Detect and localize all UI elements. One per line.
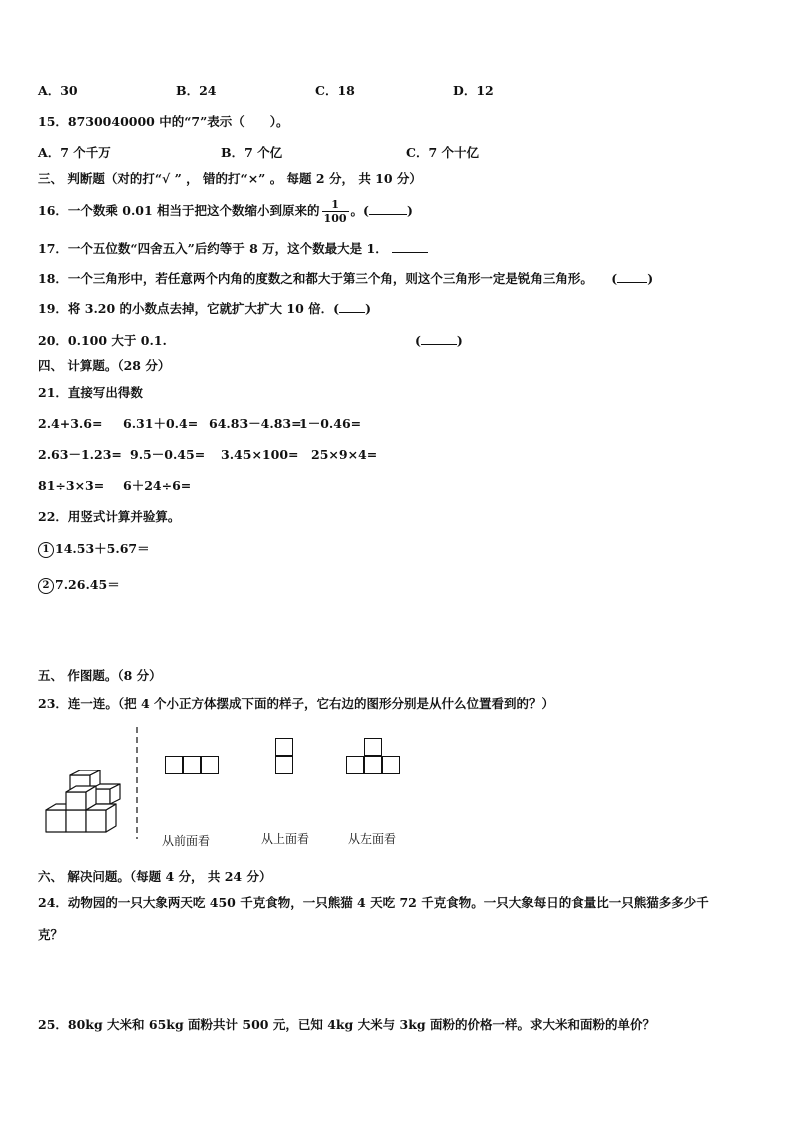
q21-item: 1－0.46= bbox=[299, 416, 362, 431]
q16-answer-blank[interactable] bbox=[369, 214, 407, 215]
q21-item: 2.63－1.23= bbox=[38, 447, 122, 462]
q22-title: 22．用竖式计算并验算。 bbox=[38, 509, 181, 524]
grid-square bbox=[275, 756, 293, 774]
fraction-denominator: 100 bbox=[323, 212, 347, 225]
q20-close-paren: ) bbox=[456, 333, 463, 348]
dashed-divider bbox=[133, 727, 141, 839]
q21-item: 6＋24÷6= bbox=[123, 478, 192, 493]
q18-close-paren: ) bbox=[647, 271, 654, 286]
q21-item: 3.45×100= bbox=[221, 447, 299, 462]
q18-open-paren: ( bbox=[611, 271, 618, 286]
q21-item: 6.31＋0.4= bbox=[123, 416, 199, 431]
section-heading-judgement: 三、 判断题（对的打“√ ” ， 错的打“×” 。 每题 2 分， 共 10 分） bbox=[38, 171, 422, 186]
q24-line-2: 克？ bbox=[38, 927, 64, 942]
label-left-view: 从左面看 bbox=[348, 832, 397, 846]
q21-item: 2.4+3.6= bbox=[38, 416, 103, 431]
grid-square bbox=[364, 738, 382, 756]
q20-question: 20．0.100 大于 0.1. bbox=[38, 333, 167, 348]
section-heading-calculation: 四、 计算题。（28 分） bbox=[38, 358, 171, 373]
fraction-one-hundredth bbox=[322, 198, 349, 225]
circled-number-1: 1 bbox=[38, 542, 54, 558]
q18-text: 18．一个三角形中，若任意两个内角的度数之和都大于第三个角，则这个三角形一定是锐角三角形。 bbox=[38, 271, 593, 286]
q15-option-b: B．7 个亿 bbox=[221, 145, 283, 160]
q20-answer-blank[interactable] bbox=[421, 344, 457, 345]
grid-square bbox=[183, 756, 201, 774]
q14-option-a: A．30 bbox=[38, 83, 78, 98]
q19-close-paren: ) bbox=[365, 301, 371, 316]
q25-question: 25．80kg 大米和 65kg 面粉共计 500 元，已知 4kg 大米与 3kg 面粉的价格一样。求大米和面粉的单价？ bbox=[38, 1017, 655, 1032]
q15-question: 15．8730040000 中的“7”表示（ ）。 bbox=[38, 114, 289, 129]
q19-text: 19．将 3.20 的小数点去掉，它就扩大扩大 10 倍．( bbox=[38, 301, 340, 316]
label-front-view: 从前面看 bbox=[162, 834, 211, 848]
grid-square bbox=[275, 738, 293, 756]
q16-question bbox=[38, 198, 413, 225]
q17-answer-blank[interactable] bbox=[392, 252, 428, 253]
q17-text: 17．一个五位数“四舍五入”后约等于 8 万，这个数最大是 1． bbox=[38, 241, 388, 256]
q15-option-c: C．7 个十亿 bbox=[406, 145, 479, 160]
q21-item: 9.5－0.45= bbox=[130, 447, 206, 462]
q16-close-paren: ) bbox=[406, 203, 413, 218]
q17-question bbox=[38, 240, 428, 258]
q15-option-a: A．7 个千万 bbox=[38, 145, 111, 160]
section-heading-word-problems: 六、 解决问题。（每题 4 分， 共 24 分） bbox=[38, 869, 272, 884]
grid-square bbox=[346, 756, 364, 774]
circled-number-2: 2 bbox=[38, 578, 54, 594]
q14-option-d: D．12 bbox=[453, 83, 494, 98]
q19-question bbox=[38, 300, 371, 318]
q21-item: 81÷3×3= bbox=[38, 478, 105, 493]
grid-square bbox=[165, 756, 183, 774]
q20-answer bbox=[415, 332, 463, 350]
cube-stack-figure bbox=[40, 770, 130, 836]
q21-item: 25×9×4= bbox=[311, 447, 378, 462]
q22-problem-1 bbox=[38, 540, 150, 558]
q14-option-c: C．18 bbox=[315, 83, 355, 98]
grid-square bbox=[364, 756, 382, 774]
q23-title: 23．连一连。（把 4 个小正方体摆成下面的样子，它右边的图形分别是从什么位置看到的？） bbox=[38, 696, 555, 711]
q16-open-paren: 。( bbox=[350, 203, 369, 218]
q20-open-paren: ( bbox=[415, 333, 421, 348]
q16-text: 16．一个数乘 0.01 相当于把这个数缩小到原来的 bbox=[38, 203, 320, 218]
q22-problem-2 bbox=[38, 576, 120, 594]
q22-problem-2-text: 7.26.45＝ bbox=[55, 577, 120, 592]
fraction-numerator: 1 bbox=[322, 198, 349, 212]
label-top-view: 从上面看 bbox=[261, 832, 310, 846]
grid-square bbox=[201, 756, 219, 774]
q14-option-b: B．24 bbox=[176, 83, 217, 98]
q22-problem-1-text: 14.53＋5.67＝ bbox=[55, 541, 150, 556]
section-heading-drawing: 五、 作图题。（8 分） bbox=[38, 668, 162, 683]
q21-title: 21．直接写出得数 bbox=[38, 385, 143, 400]
q18-answer-blank[interactable] bbox=[617, 282, 647, 283]
q21-item: 64.83－4.83= bbox=[209, 416, 302, 431]
q24-line-1: 24．动物园的一只大象两天吃 450 千克食物，一只熊猫 4 天吃 72 千克食物。一只大象每日的食量比一只熊猫多多少千 bbox=[38, 895, 709, 910]
grid-square bbox=[382, 756, 400, 774]
q19-answer-blank[interactable] bbox=[339, 312, 365, 313]
q18-question bbox=[38, 270, 653, 288]
